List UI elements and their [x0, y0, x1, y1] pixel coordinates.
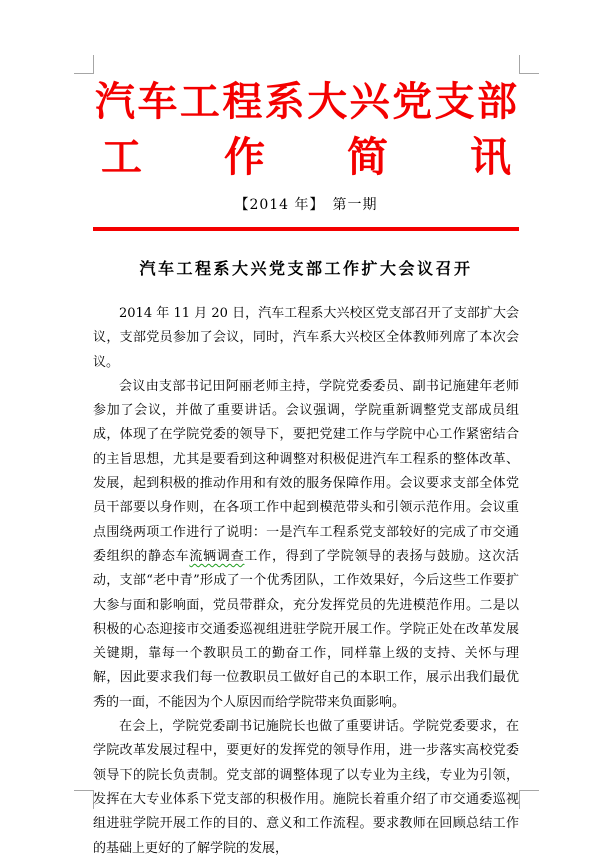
masthead-title-char: 汽: [95, 78, 135, 125]
masthead-title-char: 党: [392, 78, 433, 125]
body-paragraph-1: [93, 302, 519, 375]
masthead-title-char: 作: [224, 133, 265, 181]
text-boundary-mark-top-right: [519, 55, 539, 74]
page-content: [93, 73, 519, 861]
text-boundary-mark-bottom-right: [519, 790, 539, 809]
text-boundary-mark-bottom-left: [74, 790, 94, 809]
paragraph-2-text-post: 工作，得到了学院领导的表扬与鼓励。这次活动，支部“老中青”形成了一个优秀团队，工作效果好，今后这些工作要扩大参与面和影响面，党员带群众，充分发挥党员的先进模范作用。二是以积极的心态迎接市交通委巡视组进驻学院开展工作。学院正处在改革发展关键期，靠每一个教职员工的勤奋工作，同样靠上级的支持、关怀与理解，因此要求我们每一位教职员工做好自己的本职工作，展示出我们最优秀的一面，不能因为个人原因而给学院带来负面影响。: [93, 548, 519, 710]
masthead-title-char: 程: [222, 78, 263, 125]
spellcheck-flagged-text: 流辆调查: [189, 548, 245, 564]
article-body: [93, 302, 519, 861]
body-paragraph-3: [93, 715, 519, 861]
masthead-title-char: 讯: [470, 133, 511, 181]
text-boundary-mark-top-left: [74, 55, 94, 74]
masthead-title-char: 大: [307, 78, 348, 125]
masthead-title-line1: [93, 73, 519, 131]
masthead-title-char: 系: [264, 78, 305, 125]
paragraph-3-text: 在会上，学院党委副书记施院长也做了重要讲话。学院党委要求，在学院改革发展过程中，要更好的发挥党的领导作用，进一步落实高校党委领导下的院长负责制。党支部的调整体现了以专业为主线，专业为引领，发挥在大专业体系下党支部的积极作用。施院长着重介绍了市交通委巡视组进驻学院开展工作的目的、意义和工作流程。要求教师在回顾总结工作的基础上更好的了解学院的发展，: [93, 719, 519, 856]
masthead-title-line2: [93, 134, 519, 180]
masthead-title-char: 车: [137, 78, 178, 125]
paragraph-1-text: 2014 年 11 月 20 日，汽车工程系大兴校区党支部召开了支部扩大会议，支部党员参加了会议，同时，汽车系大兴校区全体教师列席了本次会议。: [93, 306, 519, 370]
masthead-title-char: 工: [179, 78, 220, 125]
masthead-title-char: 支: [434, 78, 475, 125]
masthead-title-char: 兴: [349, 78, 390, 125]
masthead: [93, 73, 519, 231]
body-paragraph-2: [93, 375, 519, 715]
masthead-title-char: 部: [476, 78, 517, 125]
paragraph-2-text-pre: 会议由支部书记田阿丽老师主持，学院党委委员、副书记施建年老师参加了会议，并做了重要讲话。会议强调，学院重新调整党支部成员组成，体现了在学院党委的领导下，要把党建工作与学院中心工作紧密结合的主旨思想，尤其是要看到这种调整对积极促进汽车工程系的整体改革、发展，起到积极的推动作用和有效的服务保障作用。会议要求支部全体党员干部要以身作则，在各项工作中起到模范带头和引领示范作用。会议重点围绕两项工作进行了说明：一是汽车工程系党支部较好的完成了市交通委组织的静态车: [93, 378, 519, 564]
masthead-title-char: 简: [347, 133, 388, 181]
masthead-title-char: 工: [101, 133, 142, 181]
article-headline: 汽车工程系大兴党支部工作扩大会议召开: [139, 259, 473, 278]
red-divider-rule: [93, 227, 519, 231]
issue-line: 【2014 年】 第一期: [234, 197, 378, 213]
